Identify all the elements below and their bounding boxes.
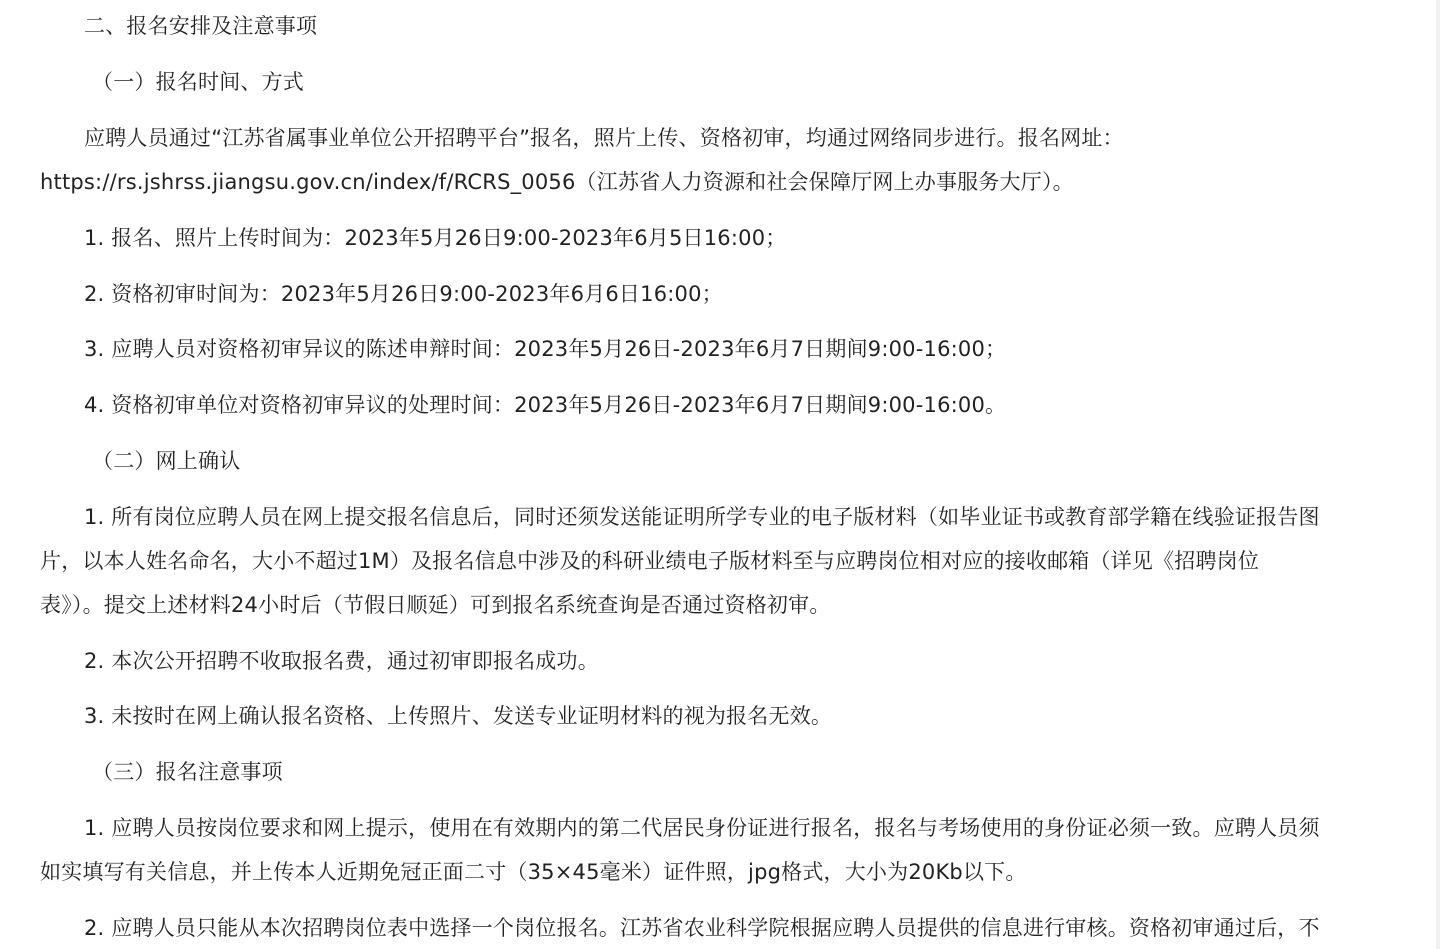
subsection-title-online-confirmation: （二）网上确认 <box>92 449 241 473</box>
paragraph-line: 片，以本人姓名命名，大小不超过1M）及报名信息中涉及的科研业绩电子版材料至与应聘岗位相对应的接收邮箱（详见《招聘岗位 <box>40 549 1260 573</box>
subsection-title-registration-notes: （三）报名注意事项 <box>92 760 283 784</box>
list-item-appeal-handling-period: 4. 资格初审单位对资格初审异议的处理时间：2023年5月26日-2023年6月7日期间9:00-16:00。 <box>84 393 1007 417</box>
paragraph-registration-intro <box>40 116 1370 160</box>
section-heading: 二、报名安排及注意事项 <box>84 14 318 38</box>
list-item-no-fee: 2. 本次公开招聘不收取报名费，通过初审即报名成功。 <box>84 649 599 673</box>
paragraph-line: 应聘人员通过“江苏省属事业单位公开招聘平台”报名，照片上传、资格初审，均通过网络同步进行。报名网址： <box>84 126 1124 150</box>
paragraph-continuation <box>40 539 1370 583</box>
paragraph-line: 如实填写有关信息，并上传本人近期免冠正面二寸（35×45毫米）证件照，jpg格式，大小为20Kb以下。 <box>40 860 1027 884</box>
list-item-id-card <box>40 806 1370 850</box>
paragraph-continuation <box>40 850 1370 894</box>
list-item-registration-period: 1. 报名、照片上传时间为：2023年5月26日9:00-2023年6月5日16:00； <box>84 226 787 250</box>
list-item-submit-materials <box>40 495 1370 539</box>
scrollbar[interactable] <box>1436 0 1440 949</box>
registration-url-line <box>40 160 1370 204</box>
paragraph-line: 表》）。提交上述材料24小时后（节假日顺延）可到报名系统查询是否通过资格初审。 <box>40 593 831 617</box>
list-item-invalid-registration: 3. 未按时在网上确认报名资格、上传照片、发送专业证明材料的视为报名无效。 <box>84 704 833 728</box>
paragraph-line: 1. 应聘人员按岗位要求和网上提示，使用在有效期内的第二代居民身份证进行报名，报名与考场使用的身份证必须一致。应聘人员须 <box>84 816 1320 840</box>
list-item-appeal-period: 3. 应聘人员对资格初审异议的陈述申辩时间：2023年5月26日-2023年6月7日期间9:00-16:00； <box>84 337 1007 361</box>
registration-url: https://rs.jshrss.jiangsu.gov.cn/index/f/RCRS_0056（江苏省人力资源和社会保障厅网上办事服务大厅）。 <box>40 170 1074 194</box>
subsection-title-registration-time: （一）报名时间、方式 <box>92 70 304 94</box>
article-body <box>40 0 1370 949</box>
paragraph-line: 2. 应聘人员只能从本次招聘岗位表中选择一个岗位报名。江苏省农业科学院根据应聘人员提供的信息进行审核。资格初审通过后，不 <box>84 916 1320 940</box>
list-item-initial-review-period: 2. 资格初审时间为：2023年5月26日9:00-2023年6月6日16:00； <box>84 282 723 306</box>
list-item-single-position <box>40 906 1370 949</box>
paragraph-line: 1. 所有岗位应聘人员在网上提交报名信息后，同时还须发送能证明所学专业的电子版材料（如毕业证书或教育部学籍在线验证报告图 <box>84 505 1320 529</box>
paragraph-continuation <box>40 583 1370 627</box>
